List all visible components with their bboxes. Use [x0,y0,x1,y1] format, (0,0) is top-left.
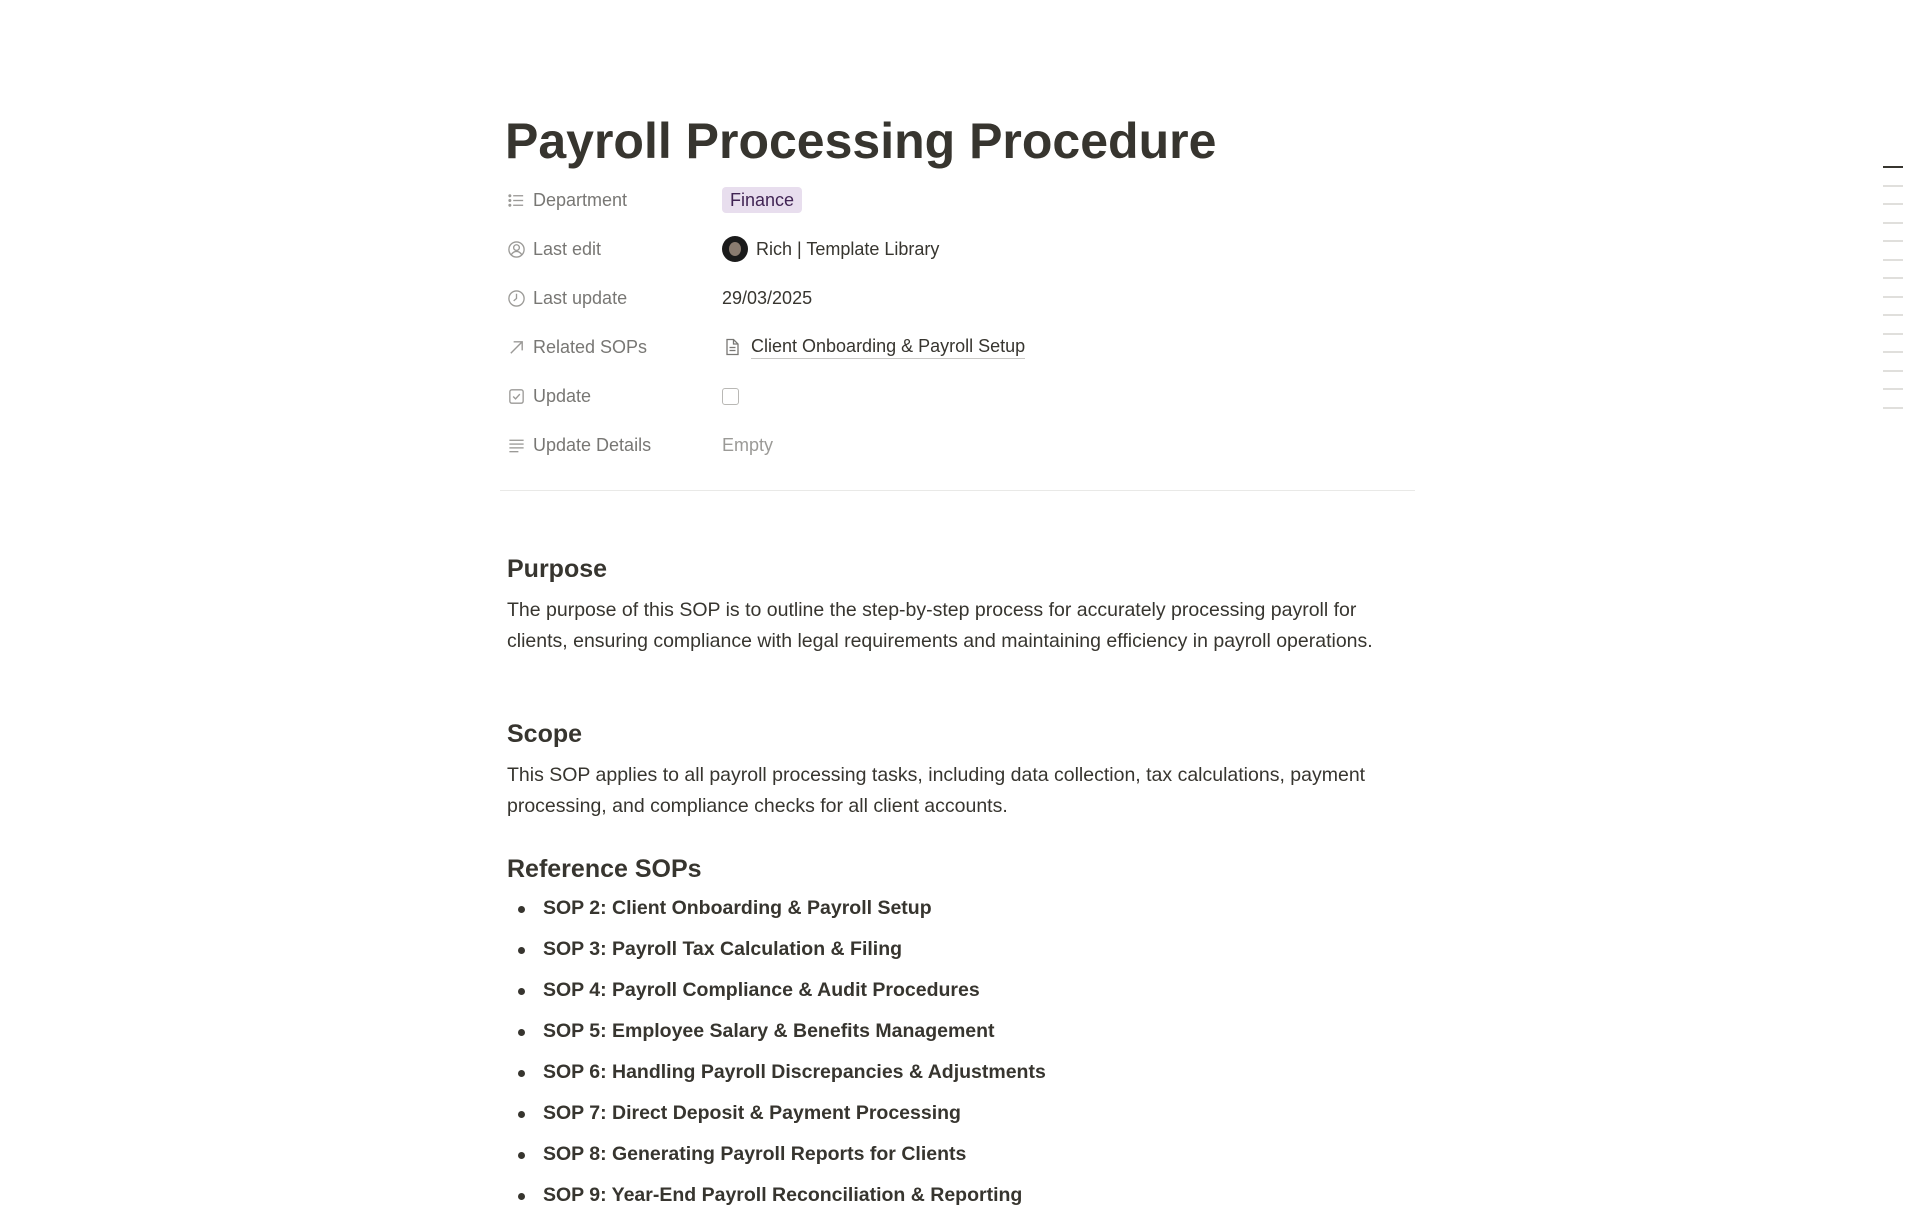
property-label: Last update [533,287,628,308]
list-item[interactable] [507,1057,1046,1098]
list-item-text: SOP 3: Payroll Tax Calculation & Filing [543,938,903,960]
toc-line[interactable] [1883,314,1903,316]
property-label: Department [533,189,628,210]
list-item-text: SOP 2: Client Onboarding & Payroll Setup [543,897,932,919]
property-value[interactable] [722,379,739,413]
list-item[interactable] [507,893,1046,934]
update-details-empty[interactable]: Empty [722,434,774,455]
property-value[interactable] [722,183,802,217]
list-item[interactable] [507,1139,1046,1180]
property-last-update[interactable] [505,281,1415,330]
toc-line[interactable] [1883,277,1903,279]
reference-list [507,893,1046,1221]
toc-line[interactable] [1883,166,1903,168]
list-item-text: SOP 5: Employee Salary & Benefits Management [543,1020,995,1042]
list-item[interactable] [507,1016,1046,1057]
properties-divider [500,490,1415,491]
toc-line[interactable] [1883,240,1903,242]
clock-icon [507,289,526,308]
toc-line[interactable] [1883,203,1903,205]
purpose-text[interactable]: The purpose of this SOP is to outline the step-by-step process for accurately processing payroll for clients, ensuring compliance with legal requirements and maintaining efficiency in payroll operations. [507,599,1373,652]
toc-line[interactable] [1883,333,1903,335]
toc-line[interactable] [1883,370,1903,372]
scope-text[interactable]: This SOP applies to all payroll processing tasks, including data collection, tax calculations, payment processing, and compliance checks for all client accounts. [507,764,1366,817]
property-label: Update Details [533,434,652,455]
bullet-icon [518,1070,525,1077]
property-name[interactable] [507,183,627,217]
toc-line[interactable] [1883,351,1903,353]
bullet-icon [518,1111,525,1118]
properties-panel [505,183,1415,477]
last-update-date[interactable]: 29/03/2025 [722,287,813,308]
bullet-icon [518,988,525,995]
property-related-sops[interactable] [505,330,1415,379]
property-update-details[interactable] [505,428,1415,477]
bullet-icon [518,947,525,954]
list-item-text: SOP 9: Year-End Payroll Reconciliation & Reporting [543,1184,1023,1206]
bullet-icon [518,906,525,913]
purpose-heading[interactable]: Purpose [507,555,608,583]
related-sop-link[interactable]: Client Onboarding & Payroll Setup [751,336,1025,359]
property-update[interactable] [505,379,1415,428]
list-item[interactable] [507,934,1046,975]
toc-line[interactable] [1883,259,1903,261]
bullet-icon [518,1152,525,1159]
property-name[interactable] [507,428,651,462]
text-lines-icon [507,436,526,455]
toc-line[interactable] [1883,296,1903,298]
avatar [722,236,748,262]
property-label: Last edit [533,238,602,259]
property-name[interactable] [507,379,591,413]
list-item[interactable] [507,1098,1046,1139]
last-edit-person[interactable]: Rich | Template Library [756,238,940,259]
toc-line[interactable] [1883,407,1903,409]
property-value[interactable] [722,232,939,266]
list-item[interactable] [507,1180,1046,1221]
toc-line[interactable] [1883,222,1903,224]
property-value[interactable] [722,281,812,315]
property-name[interactable] [507,281,627,315]
bullet-icon [518,1029,525,1036]
update-checkbox[interactable] [722,388,739,405]
property-last-edit[interactable] [505,232,1415,281]
reference-heading[interactable]: Reference SOPs [507,855,702,883]
document-icon [722,337,742,357]
department-tag[interactable]: Finance [722,187,802,213]
checkbox-icon [507,387,526,406]
arrow-up-right-icon [507,338,526,357]
list-icon [507,191,526,210]
list-item[interactable] [507,975,1046,1016]
list-item-text: SOP 8: Generating Payroll Reports for Clients [543,1143,967,1165]
property-label: Related SOPs [533,336,648,357]
table-of-contents-minimap[interactable] [1883,166,1905,425]
list-item-text: SOP 6: Handling Payroll Discrepancies & Adjustments [543,1061,1046,1083]
property-name[interactable] [507,232,601,266]
toc-line[interactable] [1883,388,1903,390]
page-title[interactable]: Payroll Processing Procedure [505,113,1217,169]
list-item-text: SOP 4: Payroll Compliance & Audit Procedures [543,979,980,1001]
scope-heading[interactable]: Scope [507,720,583,748]
property-department[interactable] [505,183,1415,232]
list-item-text: SOP 7: Direct Deposit & Payment Processing [543,1102,961,1124]
property-label: Update [533,385,592,406]
property-value[interactable] [722,428,773,462]
property-value[interactable] [722,330,1025,364]
person-icon [507,240,526,259]
toc-line[interactable] [1883,185,1903,187]
property-name[interactable] [507,330,647,364]
